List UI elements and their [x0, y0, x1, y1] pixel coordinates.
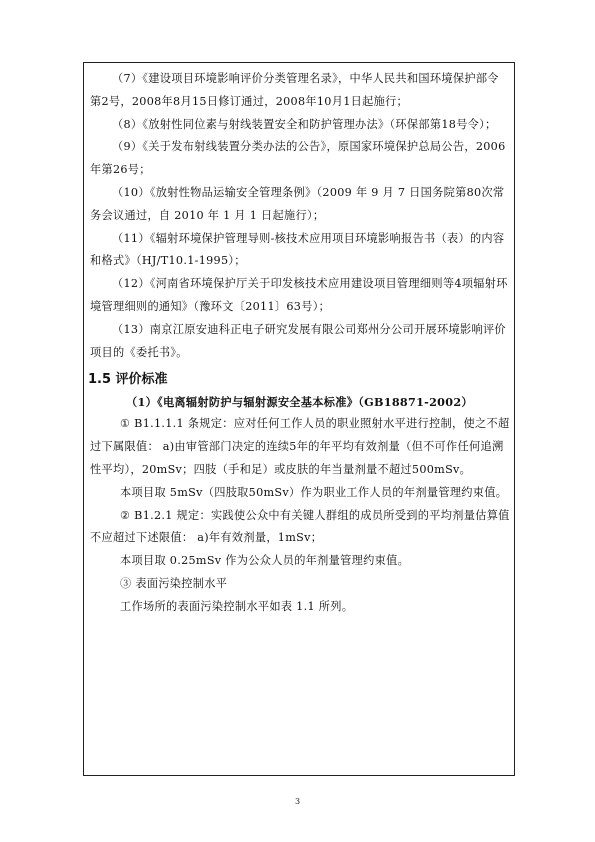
paragraph-public-limit: ② B1.2.1 规定：实践使公众中有关键人群组的成员所受到的平均剂量估算值不应超过下述限值： a)年有效剂量，1mSv； [90, 508, 510, 545]
paragraph-table-reference: 工作场所的表面污染控制水平如表 1.1 所列。 [120, 599, 354, 613]
reference-item-9: （9）《关于发布射线装置分类办法的公告》，原国家环境保护总局公告，2006年第26号； [90, 140, 506, 177]
document-body [90, 68, 510, 619]
reference-item-12: （12）《河南省环境保护厅关于印发核技术应用建设项目管理细则等4项辐射环境管理细则的通知》（豫环文〔2011〕63号）； [90, 277, 508, 313]
paragraph-occupational-limit: ① B1.1.1.1 条规定：应对任何工作人员的职业照射水平进行控制，使之不超过下属限值： a)由审管部门决定的连续5年的年平均有效剂量（但不可作任何追溯性平均），20mSv；四肢（手和足）或皮肤的年当量剂量不超过500mSv。 [90, 417, 510, 476]
section-heading: 1.5 评价标准 [88, 372, 168, 388]
reference-item-13: （13）南京江原安迪科正电子研究发展有限公司郑州分公司开展环境影响评价项目的《委托书》。 [90, 322, 506, 359]
reference-item-11: （11）《辐射环境保护管理导则-核技术应用项目环境影响报告书（表）的内容和格式》（HJ/T10.1-1995）； [90, 231, 505, 268]
reference-item-8: （8）《放射性同位素与射线装置安全和防护管理办法》（环保部第18号令）； [112, 117, 497, 131]
page-number: 3 [294, 797, 301, 806]
reference-item-7: （7）《建设项目环境影响评价分类管理名录》，中华人民共和国环境保护部令第2号，2008年8月15日修订通过，2008年10月1日起施行； [90, 72, 499, 108]
paragraph-public-constraint: 本项目取 0.25mSv 作为公众人员的年剂量管理约束值。 [120, 554, 410, 568]
paragraph-occupational-constraint: 本项目取 5mSv（四肢取50mSv）作为职业工作人员的年剂量管理约束值。 [120, 485, 508, 499]
paragraph-surface-contamination: ③ 表面污染控制水平 [120, 576, 228, 590]
reference-item-10: （10）《放射性物品运输安全管理条例》（2009 年 9 月 7 日国务院第80次常务会议通过，自 2010 年 1 月 1 日起施行）； [90, 185, 505, 222]
subsection-heading: （1）《电离辐射防护与辐射源安全基本标准》（GB18871-2002） [126, 395, 473, 410]
